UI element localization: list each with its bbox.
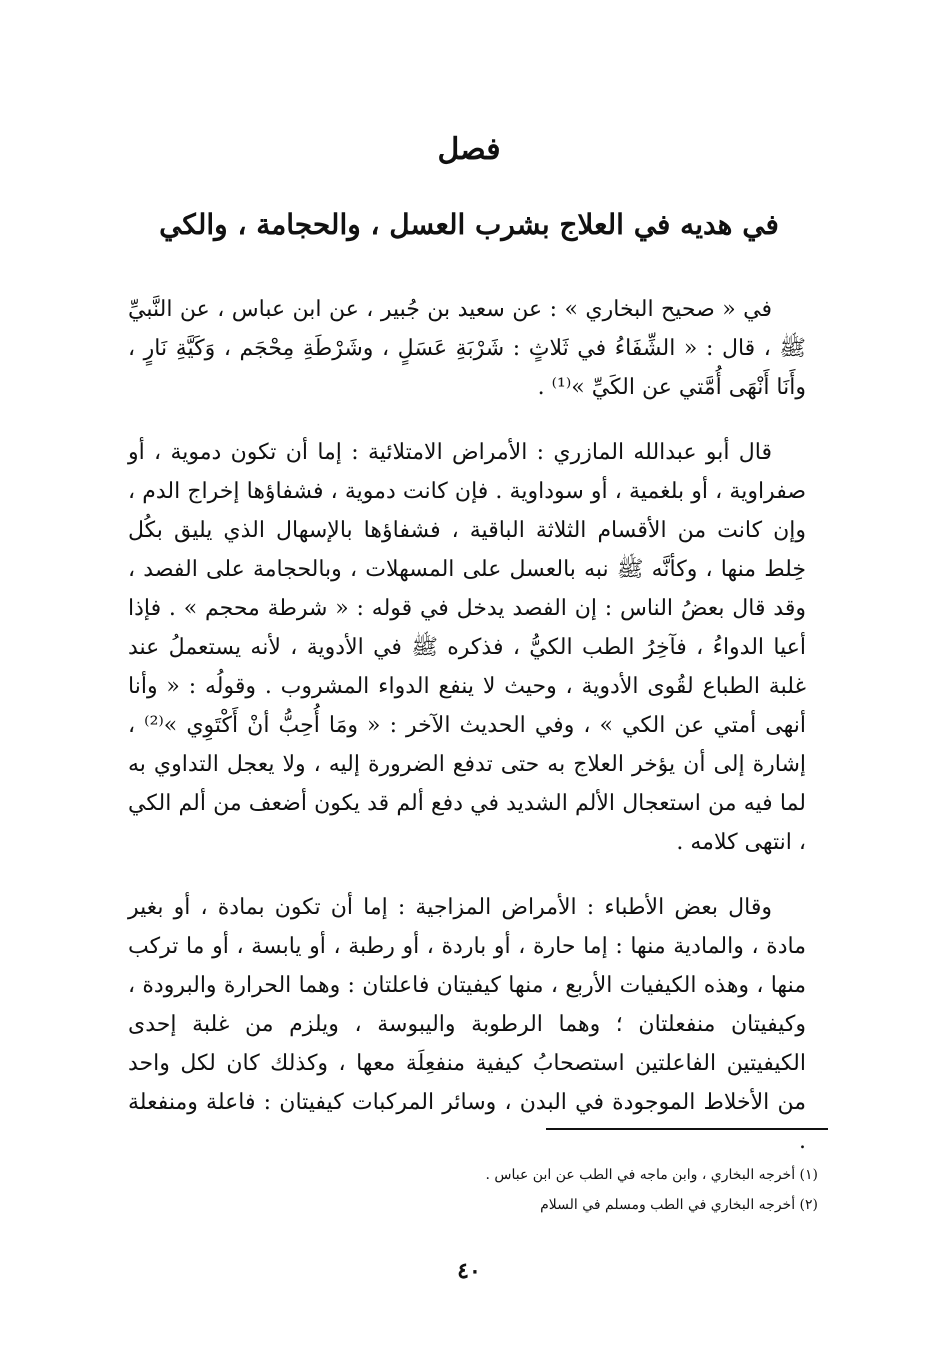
paragraph-physicians: وقال بعض الأطباء : الأمراض المزاجية : إما أن تكون بمادة ، أو بغير مادة ، والمادية منها : إما حارة ، أو باردة ، أو رطبة ، أو يابسة ، أو ما تركب منها ، وهذه الكيفيات الأربع ، منها كيفيتان فاعلتان : وهما الحرارة والبرودة ، وكيفيتان منفعلتان ؛ وهما الرطوبة واليبوسة ، ويلزم من غلبة إحدى الكيفيتين الفاعلتين استصحابُ كيفية منفعِلَة معها ، وكذلك كان لكل واحد من الأخلاط الموجودة في البدن ، وسائر المركبات كيفيتان : فاعلة ومنفعلة . xyxy=(128,895,806,1154)
page-number: ٤٠ xyxy=(457,1258,481,1284)
chapter-title: فصل xyxy=(437,132,501,167)
footnote-2: (٢) أخرجه البخاري في الطب ومسلم في السلام xyxy=(540,1197,818,1213)
footnote-divider xyxy=(546,1128,828,1130)
paragraph-hadith: في « صحيح البخاري » : عن سعيد بن جُبير ، عن ابن عباس ، عن النَّبيِّ ﷺ ، قال : « الشِّفَاءُ في ثَلاثٍ : شَرْبَةِ عَسَلٍ ، وشَرْطَةِ مِحْجَم ، وَكَيَّةِ نَارٍ ، وأَنَا أَنْهَى أُمَّتي عن الكَيِّ »⁽¹⁾ . xyxy=(128,297,806,400)
paragraph-mazari: قال أبو عبدالله المازري : الأمراض الامتلائية : إما أن تكون دموية ، أو صفراوية ، أو بلغمية ، أو سوداوية . فإن كانت دموية ، فشفاؤها إخراج الدم ، وإن كانت من الأقسام الثلاثة الباقية ، فشفاؤها بالإسهال الذي يليق بكُل خِلط منها ، وكأنَّه ﷺ نبه بالعسل على المسهلات ، وبالحجامة على الفصد ، وقد قال بعضُ الناس : إن الفصد يدخل في قوله : « شرطة محجم » . فإذا أعيا الدواءُ ، فآخِرُ الطب الكيُّ ، فذكره ﷺ في الأدوية ، لأنه يستعملُ عند غلبة الطباع لقُوى الأدوية ، وحيث لا ينفع الدواء المشروب . وقولُه : « وأنا أنهى أمتي عن الكي » ، وفي الحديث الآخر : « ومَا أُحِبُّ أنْ أَكْتَوِي »⁽²⁾ ، إشارة إلى أن يؤخر العلاج به حتى تدفع الضرورة إليه ، ولا يعجل التداوي به لما فيه من استعجال الألم الشديد في دفع ألم قد يكون أضعف من ألم الكي ، انتهى كلامه . xyxy=(128,440,807,855)
section-title: في هديه في العلاج بشرب العسل ، والحجامة ، والكي xyxy=(159,208,779,241)
body-text xyxy=(128,290,806,1187)
footnotes xyxy=(300,1160,818,1220)
footnote-1: (١) أخرجه البخاري ، وابن ماجه في الطب عن ابن عباس . xyxy=(485,1167,818,1183)
